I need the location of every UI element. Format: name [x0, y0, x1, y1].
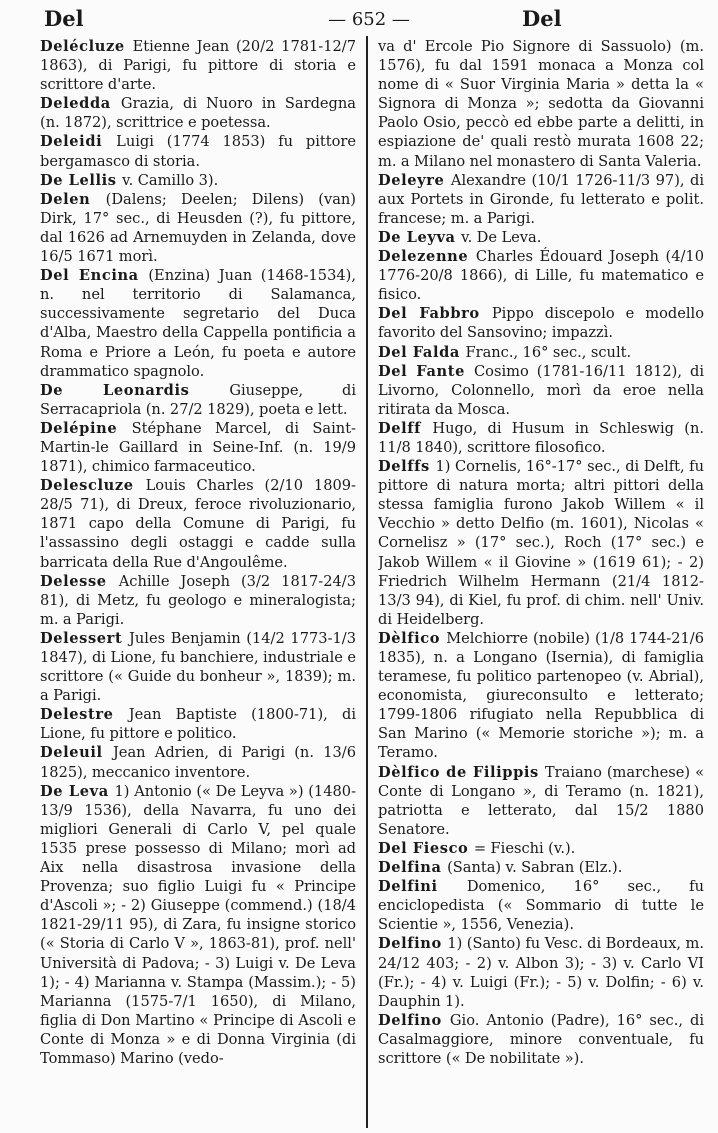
page-number: — 652 —: [328, 9, 410, 30]
entry: [378, 228, 704, 247]
entry-headword: Delestre: [40, 706, 129, 724]
entry-text: Traiano (marchese) « Conte di Longano », di Teramo (n. 1821), patriotta e letterato, dal 15/2 1880 Senatore.: [378, 763, 704, 838]
entry: [40, 190, 356, 266]
entry-text: v. Camillo 3).: [122, 171, 219, 189]
entry-text: Cosimo (1781-16/11 1812), di Livorno, Colonnello, morì da eroe nella ritirata da Mosca.: [378, 362, 704, 418]
entry-headword: Delesse: [40, 572, 119, 590]
entry-headword: Deledda: [40, 95, 121, 113]
entry-text: Alexandre (10/1 1726-11/3 97), di aux Portets in Gironde, fu letterato e polit. francese; m. a Parigi.: [378, 171, 704, 227]
entry-headword: Del Falda: [378, 343, 466, 361]
entry-headword: Delfino: [378, 1011, 450, 1029]
entry-headword: De Leonardis: [40, 381, 230, 399]
entry-headword: Del Fiesco: [378, 839, 474, 857]
entry: [40, 381, 356, 419]
entry-headword: Del Fabbro: [378, 305, 492, 323]
entry-headword: Delffs: [378, 458, 436, 476]
entry-text: Etienne Jean (20/2 1781-12/7 1863), di Parigi, fu pittore di storia e scrittore d'arte.: [40, 38, 356, 94]
entry: [378, 343, 704, 362]
entry-text: Jean Baptiste (1800-71), di Lione, fu pittore e politico.: [40, 706, 356, 743]
entry: [40, 572, 356, 629]
entry-text: 1) Cornelis, 16°-17° sec., di Delft, fu pittore di natura morta; altri pittori della stessa famiglia furono Jakob Willem « il Vecchio » detto Delfio (m. 1601), Nicolas « Cornelisz » (17° sec.), Roch (17° sec.) e Jakob Willem « il Giovine » (1619 61); - 2) Friedrich Wilhelm Hermann (21/4 1812-13/3 94), di Kiel, fu prof. di chim. nell' Univ. di Heidelberg.: [378, 458, 704, 628]
entry-text: va d' Ercole Pio Signore di Sassuolo) (m. 1576), fu dal 1591 monaca a Monza col nome di « Suor Virginia Maria » detta la « Signora di Monza »; sedotta da Giovanni Paolo Osio, peccò ed ebbe parte a delitti, in espiazione de' quali restò murata 1608 22; m. a Milano nel monastero di Santa Valeria.: [378, 38, 704, 170]
entry: [40, 629, 356, 705]
entry: [378, 304, 704, 342]
entry: [378, 934, 704, 1010]
entry: [378, 877, 704, 934]
entry: [378, 457, 704, 629]
entry-text: Melchiorre (nobile) (1/8 1744-21/6 1835), n. a Longano (Isernia), di famiglia teramese, fu politico partenopeo (v. Abrial), economista, giureconsulto e letterato; 1799-1806 rifugiato nella Repubblica di San Marino (« Memorie storiche »); m. a Teramo.: [378, 629, 704, 762]
entry: [40, 782, 356, 1068]
entry-headword: Delescluze: [40, 477, 146, 495]
entry-headword: Delessert: [40, 629, 130, 647]
header-left-keyword: Del: [44, 6, 84, 31]
entry: [378, 419, 704, 457]
entry-text: Jules Benjamin (14/2 1773-1/3 1847), di Lione, fu banchiere, industriale e scrittore (« Guide du bonheur », 1839); m. a Parigi.: [40, 629, 356, 705]
entry-headword: Deleuil: [40, 744, 113, 762]
entry-text: Pippo discepolo e modello favorito del Sansovino; impazzì.: [378, 305, 704, 342]
entry: [378, 362, 704, 419]
entry: [378, 171, 704, 228]
entry-text: 1) (Santo) fu Vesc. di Bordeaux, m. 24/12 403; - 2) v. Albon 3); - 3) v. Carlo VI (Fr.); - 4) v. Luigi (Fr.); - 5) v. Dolfin; - 6) v. Dauphin 1).: [378, 935, 704, 1010]
entry-text: (Dalens; Deelen; Dilens) (van) Dirk, 17° sec., di Heusden (?), fu pittore, dal 1626 ad Arnemuyden in Zelanda, dove 16/5 1671 morì.: [40, 190, 356, 266]
column-divider: [366, 36, 368, 1128]
entry: [40, 476, 356, 571]
entry-text: Hugo, di Husum in Schleswig (n. 11/8 1840), scrittore filosofico.: [378, 419, 704, 456]
entry: [40, 171, 356, 190]
entry: [378, 629, 704, 763]
entry-headword: De Lellis: [40, 171, 123, 189]
entry-text: Grazia, di Nuoro in Sardegna (n. 1872), scrittrice e poetessa.: [40, 95, 356, 132]
entry-headword: Delfina: [378, 859, 448, 877]
entry-headword: Del Encina: [40, 267, 149, 285]
entry-text: Domenico, 16° sec., fu enciclopedista (« Sommario di tutte le Scientie », 1556, Venezia).: [378, 878, 704, 934]
entry-headword: Del Fante: [378, 362, 474, 380]
running-header: [0, 0, 718, 40]
entry-headword: De Leyva: [378, 228, 462, 246]
entry: [378, 839, 704, 858]
entry-headword: Delff: [378, 419, 433, 437]
entry-text: Luigi (1774 1853) fu pittore bergamasco di storia.: [40, 133, 356, 170]
entry-headword: De Leva: [40, 782, 115, 800]
entry-text: 1) Antonio (« De Leyva ») (1480-13/9 1536), della Navarra, fu uno dei migliori Generali di Carlo V, pel quale 1535 prese possesso di Milano; morì ad Aix nella disastrosa invasione della Provenza; suo figlio Luigi fu « Principe d'Ascoli »; - 2) Giuseppe (commend.) (18/4 1821-29/11 95), di Zara, fu insigne storico (« Storia di Carlo V », 1863-81), prof. nell' Università di Padova; - 3) Luigi v. De Leva 1); - 4) Marianna v. Stampa (Massim.); - 5) Marianna (1575-7/1 1650), di Milano, figlia di Don Martino « Principe di Ascoli e Conte di Monza » e di Donna Virginia (di Tommaso) Marino (vedo-: [40, 782, 356, 1067]
entry: [378, 247, 704, 304]
right-column: [378, 37, 704, 1068]
entry-text: Jean Adrien, di Parigi (n. 13/6 1825), meccanico inventore.: [40, 744, 356, 781]
entry-headword: Deleidi: [40, 133, 117, 151]
entry-headword: Deleyre: [378, 171, 451, 189]
entry-text: = Fieschi (v.).: [473, 839, 576, 857]
entry-headword: Delen: [40, 190, 106, 208]
entry-text: Franc., 16° sec., scult.: [465, 343, 632, 361]
entry: [378, 858, 704, 877]
entry-headword: Delfino: [378, 935, 448, 953]
entry-headword: Delfini: [378, 878, 467, 896]
entry-text: (Santa) v. Sabran (Elz.).: [447, 859, 623, 877]
entry-headword: Delécluze: [40, 38, 133, 55]
left-column: [40, 37, 356, 1068]
entry: [40, 419, 356, 476]
entry-text: (Enzina) Juan (1468-1534), n. nel territorio di Salamanca, successivamente segretario del Duca d'Alba, Maestro della Cappella pontificia a Roma e Priore a León, fu poeta e autore drammatico spagnolo.: [40, 267, 356, 380]
entry-text: Gio. Antonio (Padre), 16° sec., di Casalmaggiore, minore conventuale, fu scrittore (« De nobilitate »).: [378, 1011, 704, 1067]
entry: [378, 37, 704, 171]
entry-headword: Dèlfico: [378, 629, 447, 647]
entry: [40, 743, 356, 781]
entry: [40, 37, 356, 94]
entry-headword: Delépine: [40, 419, 132, 437]
entry: [378, 763, 704, 839]
entry-text: Charles Édouard Joseph (4/10 1776-20/8 1866), di Lille, fu matematico e fisico.: [378, 248, 704, 304]
entry: [40, 94, 356, 132]
entry-text: Louis Charles (2/10 1809-28/5 71), di Dreux, feroce rivoluzionario, 1871 capo della Comune di Parigi, fu l'assassino degli ostaggi e cadde sulla barricata della Rue d'Angoulême.: [40, 477, 356, 571]
entry-text: Stéphane Marcel, di Saint-Martin-le Gaillard in Seine-Inf. (n. 19/9 1871), chimico farmaceutico.: [40, 419, 356, 476]
entry-headword: Dèlfico de Filippis: [378, 763, 545, 781]
entry-headword: Delezenne: [378, 248, 476, 266]
entry-text: v. De Leva.: [461, 228, 542, 246]
entry: [378, 1011, 704, 1068]
entry: [40, 266, 356, 381]
entry: [40, 132, 356, 170]
entry: [40, 705, 356, 743]
entry-text: Giuseppe, di Serracapriola (n. 27/2 1829), poeta e lett.: [40, 381, 356, 418]
header-right-keyword: Del: [522, 6, 562, 31]
entry-text: Achille Joseph (3/2 1817-24/3 81), di Metz, fu geologo e mineralogista; m. a Parigi.: [40, 572, 356, 628]
